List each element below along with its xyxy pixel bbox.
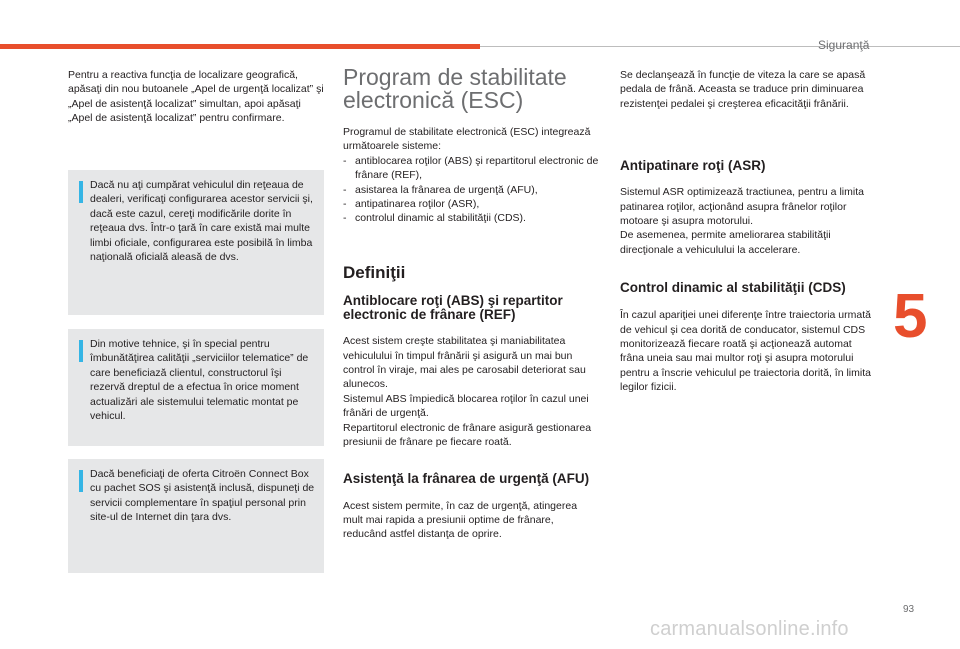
header-accent-bar [0,44,480,49]
page-number: 93 [903,604,915,615]
esc-system-list [343,154,599,226]
cds-text: În cazul apariţiei unei diferenţe între traiectoria urmată de vehicul şi cea dorită de conducator, sistemul CDS monitorizează fiecare roată şi acţionează automat frâna uneia sau mai multor roţi şi asupra motorului pentru a înscrie vehiculul pe traiectoria dorită, în limita legilor fizicii. [620,309,871,394]
afu-continued-text: Se declanşează în funcţie de viteza la care se apasă pedala de frână. Aceasta se traduce prin diminuarea rezistenţei pedalei şi creşterea eficacităţii frânării. [620,69,866,110]
asr-text: De asemenea, permite ameliorarea stabilităţii direcţionale a vehiculului la accelerare. [620,229,831,256]
section-title: Siguranţă [818,38,870,52]
definitions-heading: Definiţii [343,262,406,282]
esc-intro: Programul de stabilitate electronică (ESC) integrează următoarele sisteme: [343,126,591,153]
note-text: Din motive tehnice, şi în special pentru îmbunătăţirea calităţii „serviciilor telematice” de care beneficiază clientul, constructorul îşi rezervă dreptul de a efectua în orice moment actualizări ale sistemului telematic montat pe vehicul. [90,338,309,423]
list-item: - antiblocarea roţilor (ABS) şi repartitorul electronic de frânare (REF), [343,154,599,183]
abs-text: Acest sistem creşte stabilitatea şi maniabilitatea vehiculului în timpul frânării şi asigură un mai bun control în viraje, mai ales pe carosabil deteriorat sau alunecos. [343,335,586,391]
info-marker-icon [79,340,83,362]
chapter-number: 5 [893,282,928,351]
afu-text: Acest sistem permite, în caz de urgenţă, atingerea mult mai rapida a presiunii optime de frânare, reducând astfel distanţa de oprire. [343,499,578,541]
abs-text: Repartitorul electronic de frânare asigură gestionarea presiunii de frânare pe fiecare roată. [343,421,592,449]
note-text: Dacă beneficiaţi de oferta Citroën Connect Box cu pachet SOS şi asistenţă inclusă, dispuneţi de servicii complementare în spaţiul personal prin site-ul de Internet din ţara dvs. [90,468,315,524]
list-item: - antipatinarea roţilor (ASR), [343,197,599,211]
info-note-dealer [68,170,324,315]
abs-text: Sistemul ABS împiedică blocarea roţilor în cazul unei frânări de urgenţă. [343,392,589,420]
info-note-updates [68,329,324,446]
column-left [68,68,324,126]
list-item: - controlul dinamic al stabilităţii (CDS). [343,211,599,225]
note-text: Dacă nu aţi cumpărat vehiculul din reţeaua de dealeri, verificaţi configurarea acestor servicii şi, dacă este cazul, cereţi modificările dorite în reţeaua dvs. Într-o ţară în care există mai multe limbi oficiale, configurarea este posibilă în limba naţională oficială aleasă de dvs. [90,179,313,264]
list-item: - asistarea la frânarea de urgenţă (AFU), [343,183,599,197]
info-marker-icon [79,181,83,203]
abs-heading: Antiblocare roţi (ABS) şi repartitor electronic de frânare (REF) [343,293,563,323]
header-rule [480,46,960,47]
asr-heading: Antipatinare roţi (ASR) [620,158,766,174]
watermark-text: carmanualsonline.info [650,618,849,640]
cds-heading: Control dinamic al stabilităţii (CDS) [620,280,846,296]
afu-heading: Asistenţă la frânarea de urgenţă (AFU) [343,470,590,486]
info-marker-icon [79,470,83,492]
intro-paragraph: Pentru a reactiva funcţia de localizare geografică, apăsaţi din nou butoanele „Apel de urgenţă localizat” şi „Apel de asistenţă localizat” simultan, apoi apăsaţi „Apel de asistenţă localizat” pentru confirmare. [68,69,324,125]
esc-title: Program de stabilitate electronică (ESC) [343,64,567,113]
asr-text: Sistemul ASR optimizează tractiunea, pentru a limita patinarea roţilor, acţionând asupra frânelor roţilor motoare şi asupra motorului. [620,186,864,228]
column-middle [343,66,599,542]
column-right [620,68,876,395]
info-note-connect-box [68,459,324,573]
